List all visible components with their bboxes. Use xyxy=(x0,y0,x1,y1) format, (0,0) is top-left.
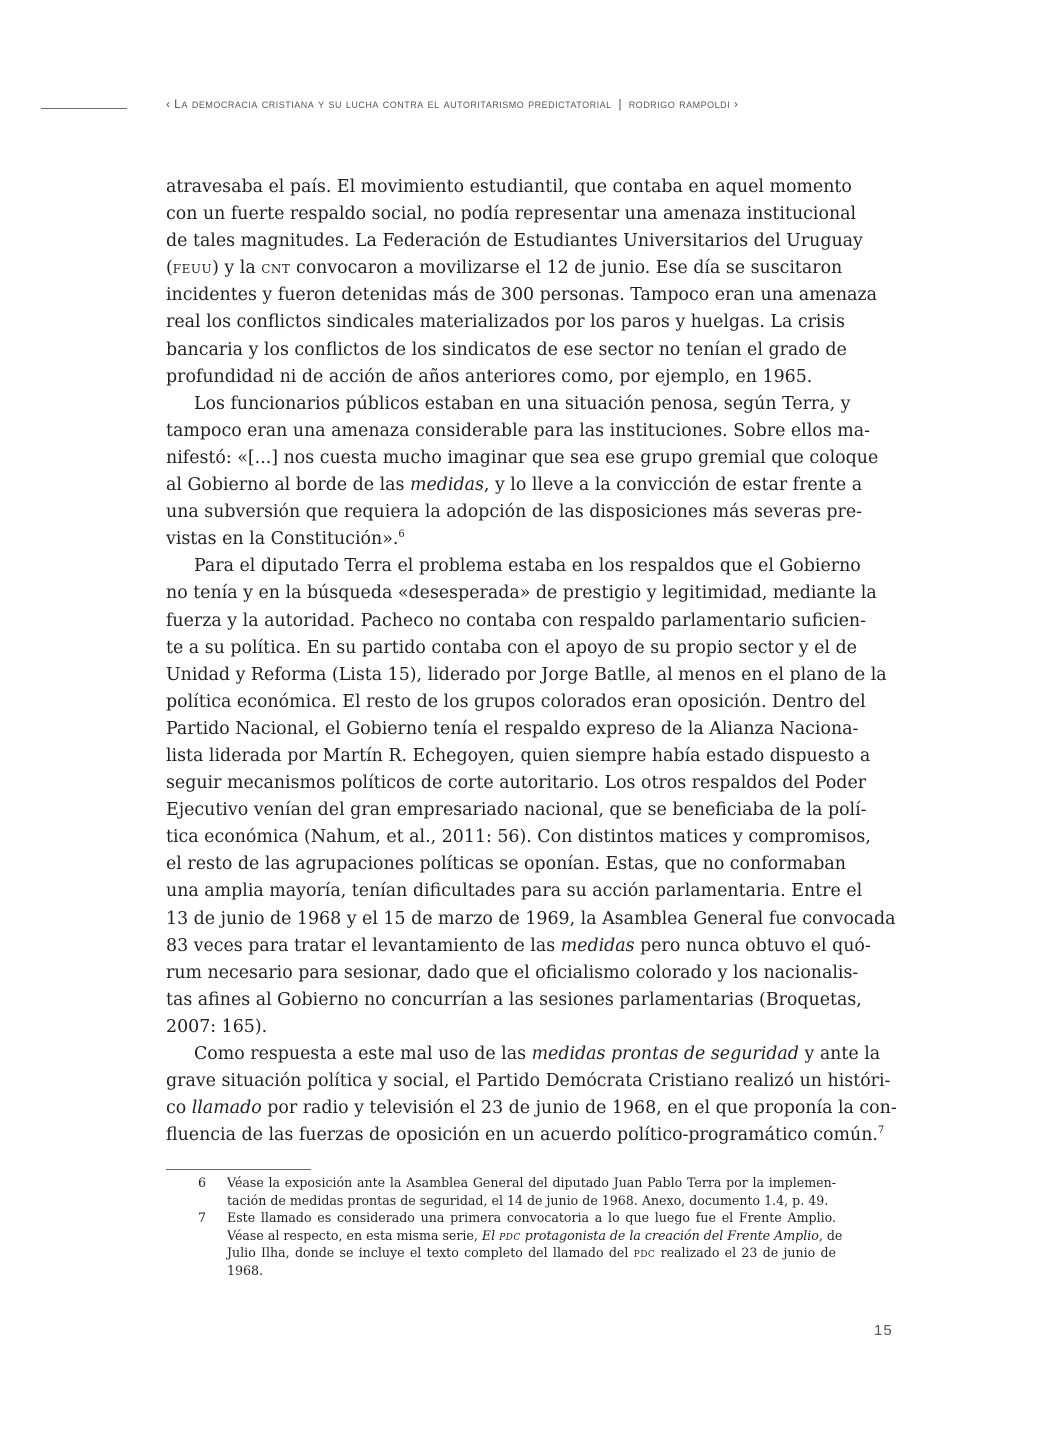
running-head-open-mark: ‹ xyxy=(166,97,171,111)
text-line: el resto de las agrupaciones políticas se oponían. Estas, que no conformaban xyxy=(166,854,847,875)
body-text xyxy=(166,174,897,1149)
text-run: fluencia de las fuerzas de oposición en un acuerdo político-programático común. xyxy=(166,1125,878,1146)
text-run: convocaron a movilizarse el 12 de junio. Ese día se suscitaron xyxy=(290,258,843,279)
acronym-pdc: pdc xyxy=(633,1245,656,1261)
text-run: al Gobierno al borde de las xyxy=(166,475,410,496)
text-line: Unidad y Reforma (Lista 15), liderado por Jorge Batlle, al menos en el plano de la xyxy=(166,664,887,685)
footnote-line: 1968. xyxy=(227,1262,264,1278)
text-line xyxy=(166,255,843,282)
text-run: y ante la xyxy=(798,1044,881,1064)
text-line xyxy=(166,933,871,960)
text-line: 13 de junio de 1968 y el 15 de marzo de 1969, la Asamblea General fue convocada xyxy=(166,908,896,929)
footnote-7 xyxy=(166,1209,843,1279)
footnote-6 xyxy=(166,1174,836,1209)
running-head-author: rodrigo rampoldi xyxy=(628,97,731,111)
text-line: lista liderada por Martín R. Echegoyen, quien siempre había estado dispuesto a xyxy=(166,745,871,766)
text-line: seguir mecanismos políticos de corte autoritario. Los otros respaldos del Poder xyxy=(166,773,867,794)
text-line: te a su política. En su partido contaba con el apoyo de su propio sector y el de xyxy=(166,637,857,658)
acronym-feuu: feuu xyxy=(172,258,213,279)
text-run: Véase al respecto, en esta misma serie, xyxy=(227,1227,482,1243)
text-line xyxy=(166,1122,885,1149)
footnote-number: 7 xyxy=(198,1210,207,1226)
footnote-ref-6[interactable]: 6 xyxy=(398,529,405,541)
text-line xyxy=(166,1041,881,1068)
italic-medidas-prontas: medidas prontas de seguridad xyxy=(531,1044,799,1064)
text-line: con un fuerte respaldo social, no podía representar una amenaza institucional xyxy=(166,204,857,225)
running-head-close-mark: › xyxy=(733,97,739,111)
text-run: vistas en la Constitución». xyxy=(166,529,399,550)
footnote-line xyxy=(227,1244,836,1262)
footnote-line: Este llamado es considerado una primera convocatoria a lo que luego fue el Frente Amplio. xyxy=(227,1210,836,1226)
book-title xyxy=(482,1228,819,1243)
text-run: protagonista de la creación del Frente Amplio xyxy=(520,1227,819,1243)
italic-medidas: medidas xyxy=(560,935,635,956)
paragraph-4 xyxy=(166,1041,897,1149)
text-line: profundidad ni de acción de años anteriores como, por ejemplo, en 1965. xyxy=(166,366,813,387)
text-line: de tales magnitudes. La Federación de Estudiantes Universitarios del Uruguay xyxy=(166,231,863,252)
text-line: grave situación política y social, el Partido Demócrata Cristiano realizó un históri- xyxy=(166,1071,891,1092)
text-run: , de xyxy=(818,1227,843,1243)
text-run: ) y la xyxy=(212,258,262,279)
text-run: El xyxy=(481,1227,500,1243)
running-head xyxy=(166,97,856,111)
text-line: bancaria y los conflictos de los sindicatos de ese sector no tenían el grado de xyxy=(166,339,847,360)
text-line: tas afines al Gobierno no concurrían a las sesiones parlamentarias (Broquetas, xyxy=(166,989,862,1010)
text-run: Julio Ilha, donde se incluye el texto completo del llamado del xyxy=(227,1245,634,1261)
paragraph-1 xyxy=(166,174,877,391)
text-line: una subversión que requiera la adopción de las disposiciones más severas pre- xyxy=(166,502,863,523)
text-line: tampoco eran una amenaza considerable para las instituciones. Sobre ellos ma- xyxy=(166,420,870,441)
footnote-line: tación de medidas prontas de seguridad, el 14 de junio de 1968. Anexo, documento 1.4, p. 49. xyxy=(227,1192,829,1208)
text-line: Partido Nacional, el Gobierno tenía el respaldo expreso de la Alianza Naciona- xyxy=(166,718,859,739)
text-line: tica económica (Nahum, et al., 2011: 56). Con distintos matices y compromisos, xyxy=(166,827,871,848)
text-line: rum necesario para sesionar, dado que el oficialismo colorado y los nacionalis- xyxy=(166,962,859,983)
text-line: política económica. El resto de los grupos colorados eran oposición. Dentro del xyxy=(166,691,866,712)
text-run: co xyxy=(166,1098,192,1119)
text-line: una amplia mayoría, tenían dificultades para su acción parlamentaria. Entre el xyxy=(166,881,863,902)
italic-llamado: llamado xyxy=(191,1098,262,1119)
text-run: por radio y televisión el 23 de junio de 1968, en el que proponía la con- xyxy=(261,1098,897,1119)
text-line: Los funcionarios públicos estaban en una situación penosa, según Terra, y xyxy=(194,393,851,414)
text-line: nifestó: «[...] nos cuesta mucho imaginar que sea ese grupo gremial que coloque xyxy=(166,447,879,468)
running-head-title: La democracia cristiana y su lucha contra el autoritarismo predictatorial xyxy=(174,97,612,111)
footnote-line xyxy=(227,1227,843,1245)
text-line: no tenía y en la búsqueda «desesperada» de prestigio y legitimidad, mediante la xyxy=(166,583,877,604)
text-line: real los conflictos sindicales materializados por los paros y huelgas. La crisis xyxy=(166,312,845,333)
acronym-pdc: pdc xyxy=(499,1227,521,1243)
text-line: 2007: 165). xyxy=(166,1016,268,1037)
text-run: pero nunca obtuvo el quó- xyxy=(634,935,871,956)
text-line xyxy=(166,526,836,553)
acronym-cnt: cnt xyxy=(261,258,291,279)
italic-medidas: medidas xyxy=(409,475,484,496)
text-line: fuerza y la autoridad. Pacheco no contaba con respaldo parlamentario suficien- xyxy=(166,610,866,631)
footnotes xyxy=(166,1174,843,1280)
text-line: incidentes y fueron detenidas más de 300 personas. Tampoco eran una amenaza xyxy=(166,285,877,306)
text-line xyxy=(166,472,863,499)
running-head-separator: | xyxy=(618,97,622,111)
text-run: Como respuesta a este mal uso de las xyxy=(194,1044,532,1064)
text-run: realizado el 23 de junio de xyxy=(655,1245,836,1261)
footnote-ref-7[interactable]: 7 xyxy=(877,1125,885,1137)
text-line xyxy=(166,1095,897,1122)
page-number: 15 xyxy=(874,1322,893,1339)
footnote-number: 6 xyxy=(198,1175,207,1190)
text-line: Ejecutivo venían del gran empresariado nacional, que se beneficiaba de la polí- xyxy=(166,800,867,821)
paragraph-2 xyxy=(166,391,879,554)
text-run: ( xyxy=(166,258,173,279)
text-run: , y lo lleve a la convicción de estar frente a xyxy=(483,475,863,496)
text-line: Para el diputado Terra el problema estaba en los respaldos que el Gobierno xyxy=(194,556,861,577)
header-rule xyxy=(41,108,127,109)
text-line: atravesaba el país. El movimiento estudiantil, que contaba en aquel momento xyxy=(166,177,852,197)
text-run: 83 veces para tratar el levantamiento de las xyxy=(166,935,561,956)
paragraph-3 xyxy=(166,553,896,1041)
footnote-line: Véase la exposición ante la Asamblea General del diputado Juan Pablo Terra por la implemen- xyxy=(227,1175,836,1190)
footnote-rule xyxy=(166,1169,311,1170)
